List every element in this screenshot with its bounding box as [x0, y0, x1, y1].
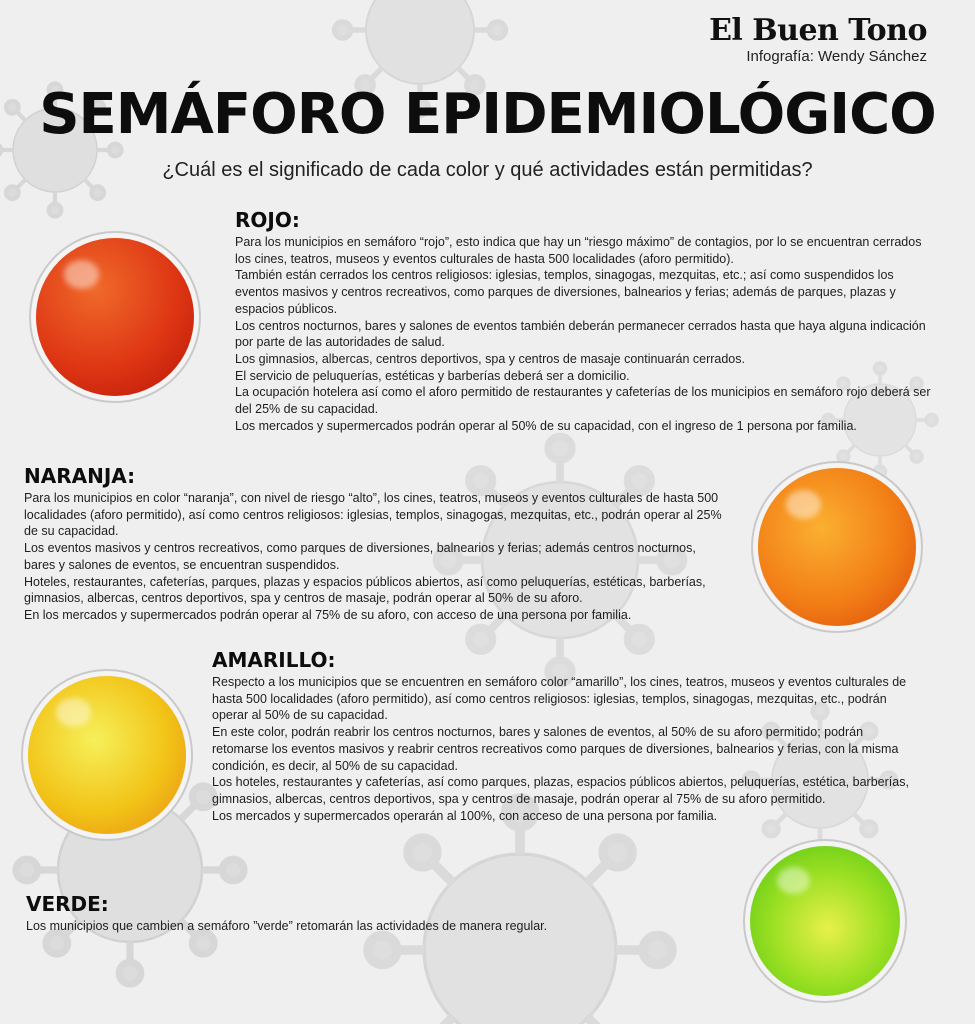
- brand-logo: El Buen Tono: [709, 13, 927, 48]
- orange-light-icon: [758, 468, 916, 626]
- section-naranja: [24, 464, 724, 624]
- green-light-icon: [750, 846, 900, 996]
- paragraph: Para los municipios en color “naranja”, con nivel de riesgo “alto”, los cines, teatros, museos y eventos culturales de hasta 500 localidades (aforo permitido), así como centros religiosos: iglesias, templos, sinagogas, mezquitas, etc., podrán operar al 25% de su capacidad.: [24, 491, 722, 539]
- paragraph: También están cerrados los centros religiosos: iglesias, templos, sinagogas, mezquitas, etc.; así como suspendidos los eventos masivos y centros recreativos, como parques de diversiones, balnearios y ferias; además de parques, plazas y espacios públicos.: [235, 268, 896, 316]
- section-heading-naranja: NARANJA:: [24, 464, 136, 488]
- paragraph: Los eventos masivos y centros recreativos, como parques de diversiones, balnearios y ferias; además centros nocturnos, bares y salones de eventos, se encuentran suspendidos.: [24, 541, 696, 572]
- paragraph: En los mercados y supermercados podrán operar al 75% de su aforo, con acceso de una persona por familia.: [24, 607, 632, 622]
- page-subtitle: ¿Cuál es el significado de cada color y qué actividades están permitidas?: [162, 159, 813, 181]
- page-title: SEMÁFORO EPIDEMIOLÓGICO: [39, 82, 936, 147]
- yellow-light-icon: [28, 676, 186, 834]
- paragraph: El servicio de peluquerías, estéticas y barberías deberá ser a domicilio.: [235, 368, 630, 383]
- red-light-icon: [36, 238, 194, 396]
- paragraph: Respecto a los municipios que se encuentren en semáforo color “amarillo”, los cines, teatros, museos y eventos culturales de hasta 500 localidades (aforo permitido), así como centros religiosos: iglesias, templos, sinagogas, mezquitas, etc., podrán operar al 50% de su capacidad.: [212, 675, 907, 723]
- paragraph: La ocupación hotelera así como el aforo permitido de restaurantes y cafeterías de los municipios en semáforo rojo deberá ser del 25% de su capacidad.: [235, 385, 931, 417]
- paragraph: Los municipios que cambien a semáforo ”verde” retomarán las actividades de manera regular.: [26, 919, 548, 933]
- paragraph: Los gimnasios, albercas, centros deportivos, spa y centros de masaje continuarán cerrados.: [235, 351, 745, 366]
- paragraph: Los centros nocturnos, bares y salones de eventos también deberán permanecer cerrados hasta que haya alguna indicación por parte de las autoridades de salud.: [235, 318, 926, 350]
- infographic-credit: Infografía: Wendy Sánchez: [746, 48, 927, 65]
- paragraph: Los mercados y supermercados podrán operar al 50% de su capacidad, con el ingreso de 1 persona por familia.: [235, 418, 857, 433]
- paragraph: Hoteles, restaurantes, cafeterías, parques, plazas y espacios públicos abiertos, así como peluquerías, estéticas, barberías, gimnasios, albercas, centros deportivos, spa y centros de masaje, podrán operar al 50% de su aforo.: [24, 574, 706, 606]
- section-heading-amarillo: AMARILLO:: [212, 648, 336, 672]
- brand-block: [709, 14, 927, 66]
- section-heading-verde: VERDE:: [26, 892, 109, 916]
- paragraph: Para los municipios en semáforo “rojo”, esto indica que hay un “riesgo máximo” de contagios, por lo se encuentran cerrados los cines, teatros, museos y eventos culturales de hasta 500 localidades (aforo permitido).: [235, 235, 922, 266]
- section-heading-rojo: ROJO:: [235, 208, 300, 232]
- section-verde: [26, 892, 726, 935]
- paragraph: En este color, podrán reabrir los centros nocturnos, bares y salones de eventos, al 50% de su aforo permitido; podrán retomarse los eventos masivos y reabrir centros recreativos como parques de diversiones, balnearios y ferias, con la misma condición, es decir, al 50% de su capacidad.: [212, 725, 899, 773]
- section-amarillo: [212, 648, 912, 824]
- paragraph: Los mercados y supermercados operarán al 100%, con acceso de una persona por familia.: [212, 808, 718, 823]
- section-rojo: [235, 208, 940, 434]
- paragraph: Los hoteles, restaurantes y cafeterías, así como parques, plazas, espacios públicos abiertos, peluquerías, estética, barberías, gimnasios, albercas, centros deportivos, spa y centros de masaje, podrán operar al 75% de su aforo permitido.: [212, 775, 909, 806]
